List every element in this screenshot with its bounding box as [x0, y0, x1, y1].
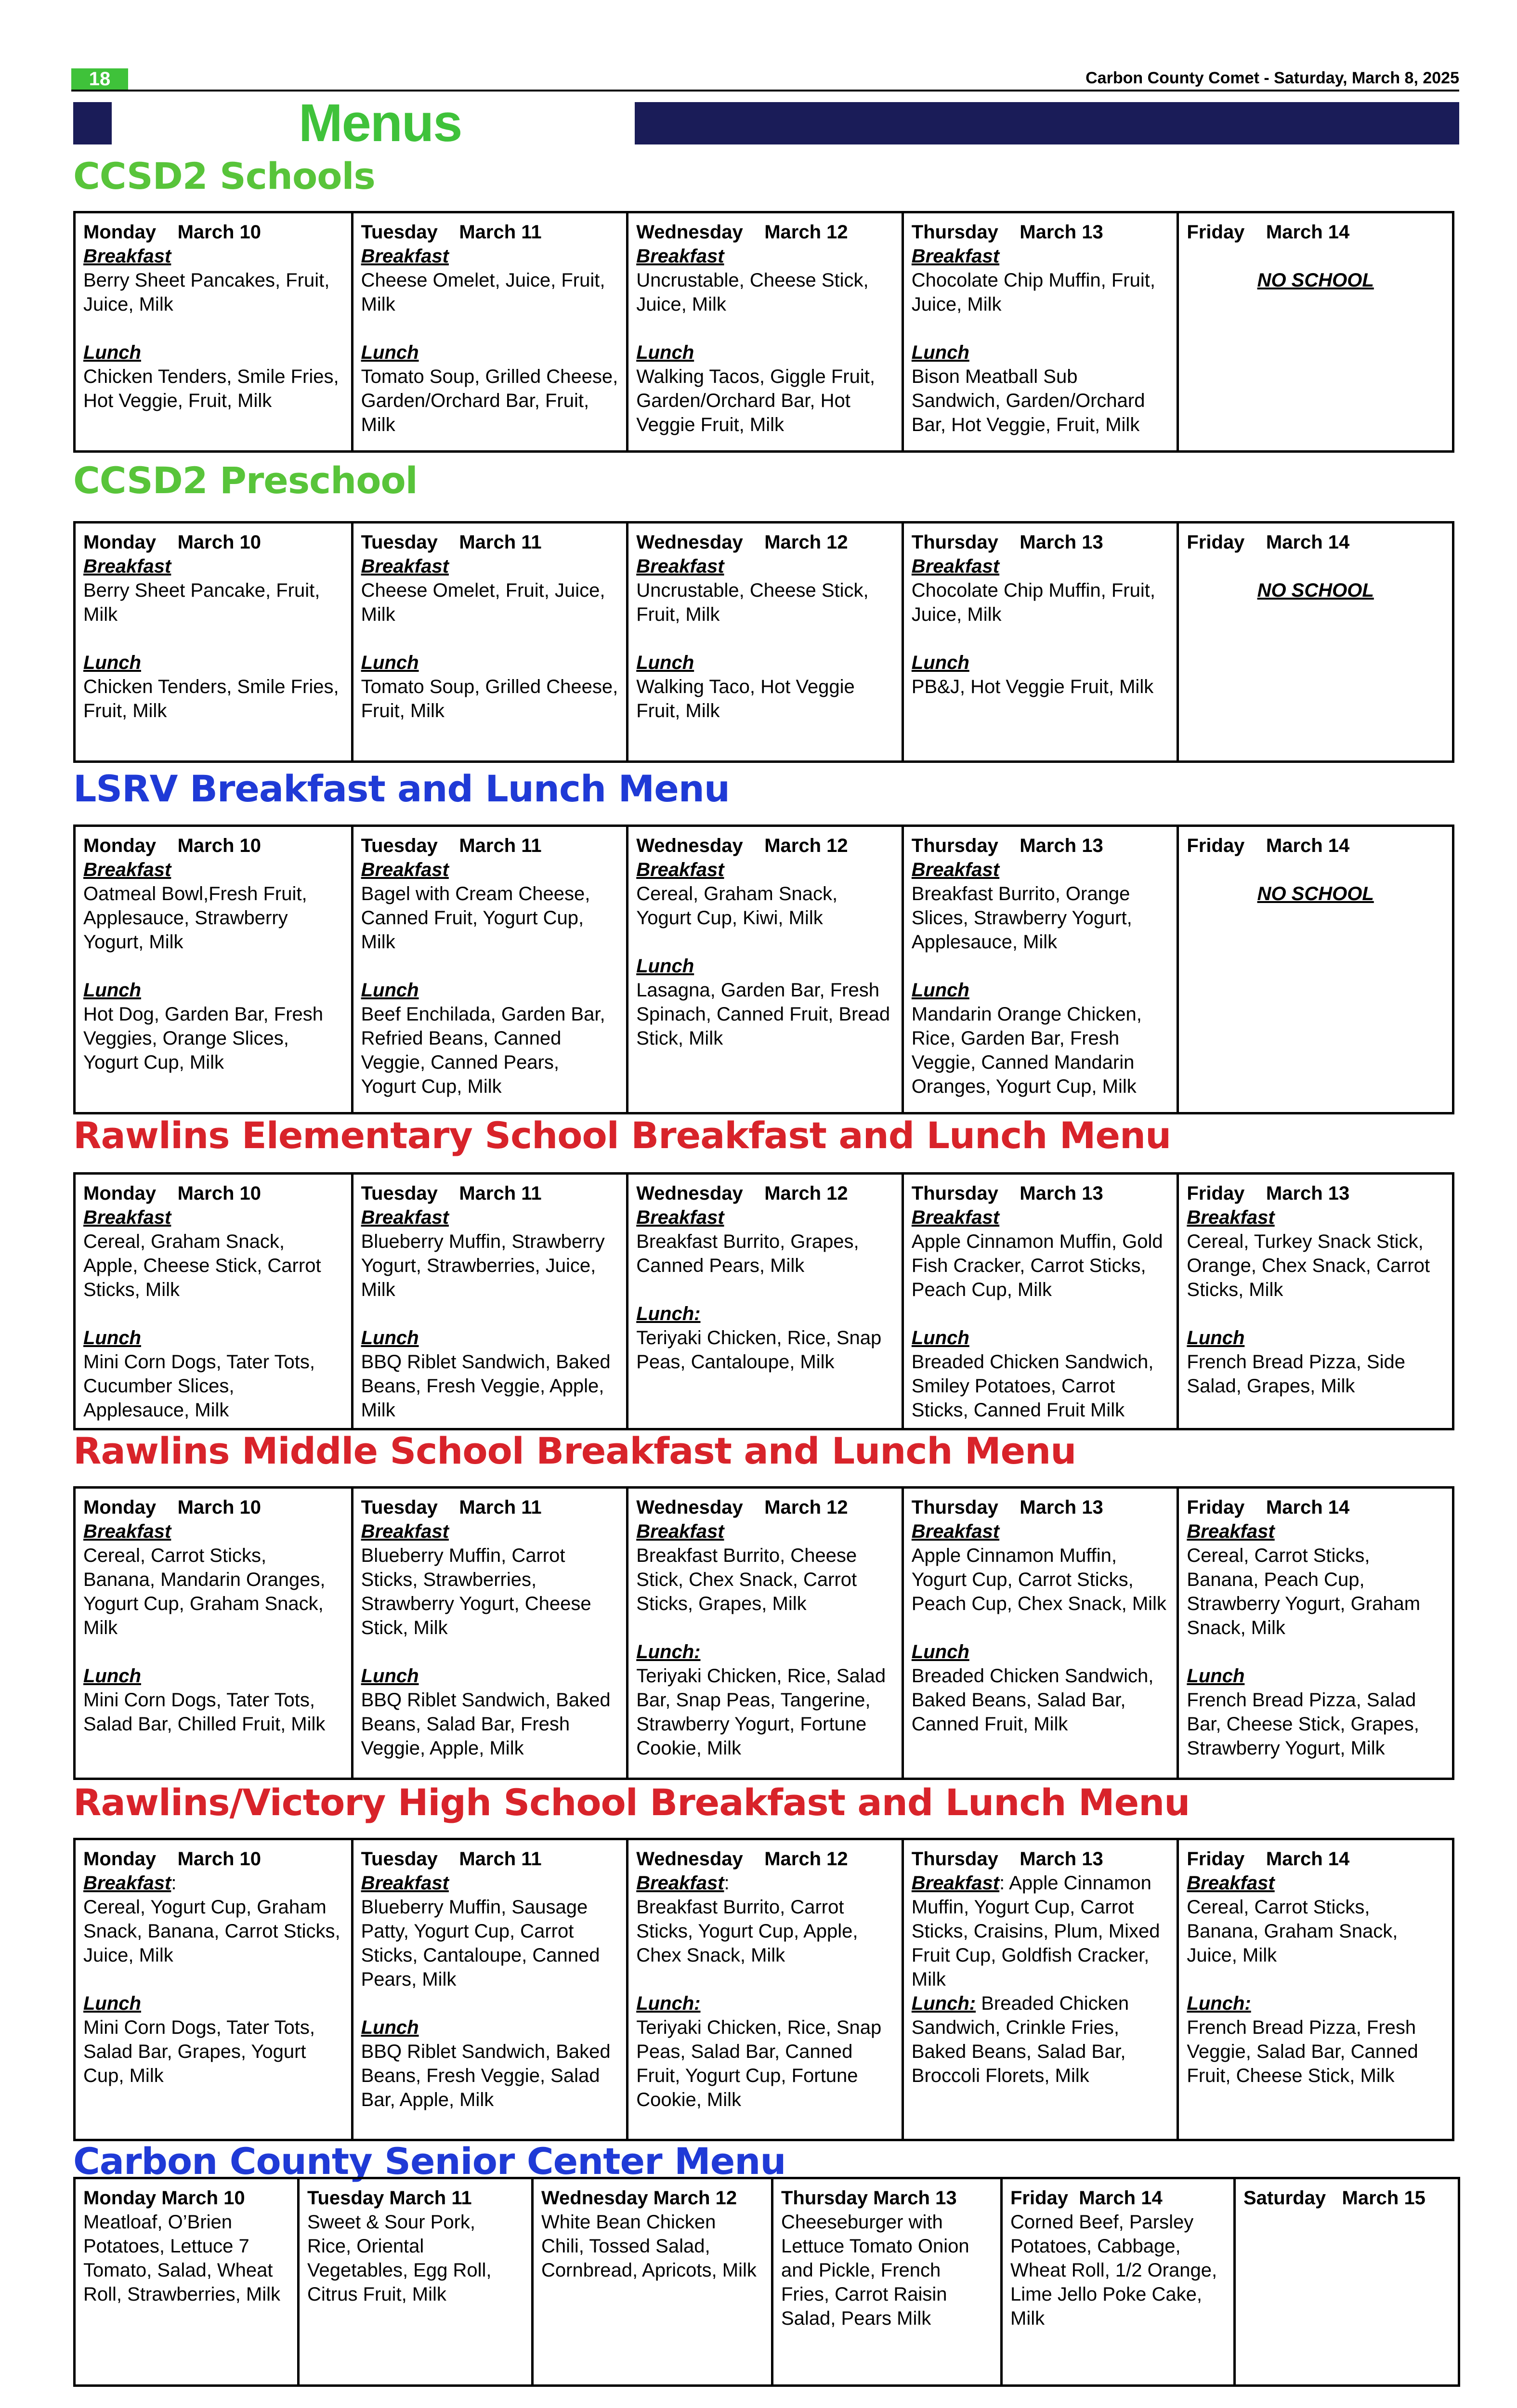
breakfast-label: Breakfast [636, 556, 724, 577]
day-cell [1177, 1489, 1452, 1778]
header-bar-right [635, 102, 1459, 144]
lunch-label: Lunch: [636, 1993, 701, 2014]
breakfast-label: Breakfast [1187, 1872, 1275, 1894]
day-cell [902, 1489, 1177, 1778]
breakfast-label: Breakfast [911, 1872, 1000, 1894]
lunch-label: Lunch [911, 652, 969, 673]
no-school-label: NO SCHOOL [1257, 883, 1374, 904]
breakfast-label-line [912, 244, 1169, 268]
no-school-label: NO SCHOOL [1257, 580, 1374, 601]
day-cell [1177, 827, 1452, 1112]
breakfast-label: Breakfast [636, 1207, 724, 1228]
publication-line: Carbon County Comet - Saturday, March 8, 2025 [1085, 69, 1459, 87]
lunch-label: Lunch [83, 1665, 141, 1687]
day-heading: Tuesday March 11 [307, 2187, 472, 2209]
day-cell [76, 213, 351, 450]
day-heading: Wednesday March 12 [636, 835, 848, 856]
lunch-label: Lunch [911, 1641, 969, 1662]
section-heading-ccsd2-preschool: CCSD2 Preschool [73, 459, 418, 502]
breakfast-label: Breakfast [361, 1521, 449, 1542]
lunch-label: Lunch [361, 342, 419, 363]
section-heading-ccsd2-schools: CCSD2 Schools [73, 155, 375, 197]
day-heading: Tuesday March 11 [361, 222, 542, 243]
breakfast-label-line [83, 554, 343, 578]
breakfast-items: Cheese Omelet, Fruit, Juice, Milk [361, 580, 605, 625]
breakfast-items: Bagel with Cream Cheese, Canned Fruit, Yogurt Cup, Milk [361, 883, 590, 953]
lunch-items: Chicken Tenders, Smile Fries, Fruit, Milk [83, 676, 339, 721]
breakfast-items: Oatmeal Bowl,Fresh Fruit, Applesauce, Strawberry Yogurt, Milk [83, 883, 307, 953]
lunch-items: Chicken Tenders, Smile Fries, Hot Veggie, Fruit, Milk [83, 366, 339, 411]
day-heading: Friday March 13 [1187, 1183, 1350, 1204]
day-cell [902, 827, 1177, 1112]
breakfast-label: Breakfast [83, 1207, 171, 1228]
lunch-label: Lunch [83, 1993, 141, 2014]
lunch-items: BBQ Riblet Sandwich, Baked Beans, Fresh Veggie, Apple, Milk [361, 1351, 611, 1421]
section-spacer [1187, 1640, 1444, 1664]
breakfast-items: Chocolate Chip Muffin, Fruit, Juice, Milk [911, 270, 1155, 315]
lunch-items: Mandarin Orange Chicken, Rice, Garden Bar, Fresh Veggie, Canned Mandarin Oranges, Yogurt Cup, Milk [911, 1004, 1142, 1097]
lunch-items: Mini Corn Dogs, Tater Tots, Salad Bar, Chilled Fruit, Milk [83, 1689, 326, 1735]
lunch-label: Lunch [636, 342, 694, 363]
breakfast-label: Breakfast [911, 1521, 1000, 1542]
section-spacer [636, 627, 894, 651]
lunch-items: Breaded Chicken Sandwich, Smiley Potatoes, Carrot Sticks, Canned Fruit Milk [911, 1351, 1154, 1421]
menu-items: Meatloaf, O’Brien Potatoes, Lettuce 7 Tomato, Salad, Wheat Roll, Strawberries, Milk [83, 2212, 280, 2305]
breakfast-items: Apple Cinnamon Muffin, Gold Fish Cracker, Carrot Sticks, Peach Cup, Milk [911, 1231, 1163, 1300]
breakfast-items: Cheese Omelet, Juice, Fruit, Milk [361, 270, 605, 315]
day-cell [626, 827, 902, 1112]
section-spacer [912, 954, 1169, 978]
day-heading: Thursday March 13 [911, 1183, 1103, 1204]
lunch-label: Lunch [83, 652, 141, 673]
day-cell [351, 523, 627, 760]
day-heading: Friday March 14 [1010, 2187, 1163, 2209]
menu-table-rawlins-middle [73, 1486, 1454, 1780]
day-heading: Friday March 14 [1187, 532, 1350, 553]
lunch-label: Lunch: [1187, 1993, 1251, 2014]
day-heading: Friday March 14 [1187, 1497, 1350, 1518]
breakfast-label-line [83, 1205, 343, 1230]
lunch-items: Mini Corn Dogs, Tater Tots, Salad Bar, Grapes, Yogurt Cup, Milk [83, 2017, 315, 2086]
breakfast-items: Cereal, Carrot Sticks, Banana, Mandarin Oranges, Yogurt Cup, Graham Snack, Milk [83, 1545, 326, 1638]
breakfast-label: Breakfast [361, 1207, 449, 1228]
lunch-label: Lunch [911, 980, 969, 1001]
section-spacer [636, 1967, 894, 1991]
lunch-label: Lunch [911, 342, 969, 363]
breakfast-items: Blueberry Muffin, Strawberry Yogurt, Strawberries, Juice, Milk [361, 1231, 605, 1300]
lunch-label: Lunch [361, 2017, 419, 2038]
menu-items: Corned Beef, Parsley Potatoes, Cabbage, Wheat Roll, 1/2 Orange, Lime Jello Poke Cake, Milk [1010, 2212, 1217, 2329]
section-spacer [1187, 1302, 1444, 1326]
day-heading: Monday March 10 [83, 222, 261, 243]
lunch-label: Lunch [636, 955, 694, 977]
section-spacer [83, 627, 343, 651]
section-spacer [361, 316, 619, 340]
day-heading: Monday March 10 [83, 835, 261, 856]
breakfast-items: Breakfast Burrito, Grapes, Canned Pears, Milk [636, 1231, 859, 1276]
day-heading: Thursday March 13 [911, 222, 1103, 243]
lunch-items: PB&J, Hot Veggie Fruit, Milk [911, 676, 1154, 697]
breakfast-label-line [912, 554, 1169, 578]
menu-items: Sweet & Sour Pork, Rice, Oriental Vegetables, Egg Roll, Citrus Fruit, Milk [307, 2212, 492, 2305]
day-cell [76, 1840, 351, 2139]
page-title: Menus [299, 93, 462, 153]
breakfast-items: Cereal, Carrot Sticks, Banana, Graham Snack, Juice, Milk [1187, 1897, 1398, 1966]
breakfast-items: Blueberry Muffin, Carrot Sticks, Strawberries, Strawberry Yogurt, Cheese Stick, Milk [361, 1545, 591, 1638]
day-heading: Monday March 10 [83, 1497, 261, 1518]
section-heading-rawlins-elementary: Rawlins Elementary School Breakfast and Lunch Menu [73, 1114, 1171, 1157]
breakfast-label-line [83, 858, 343, 882]
lunch-label: Lunch [361, 1327, 419, 1348]
lunch-label: Lunch [911, 1327, 969, 1348]
lunch-label: Lunch [361, 652, 419, 673]
day-heading: Wednesday March 12 [636, 532, 848, 553]
breakfast-label-line [1187, 1519, 1444, 1544]
breakfast-items: Cereal, Yogurt Cup, Graham Snack, Banana, Carrot Sticks, Juice, Milk [83, 1897, 340, 1966]
day-heading: Wednesday March 12 [636, 222, 848, 243]
breakfast-label: Breakfast [361, 859, 449, 880]
breakfast-label: Breakfast [636, 246, 724, 267]
day-cell [626, 1175, 902, 1428]
day-cell [531, 2179, 771, 2384]
breakfast-label-line [361, 1519, 619, 1544]
lunch-items: Bison Meatball Sub Sandwich, Garden/Orchard Bar, Hot Veggie, Fruit, Milk [911, 366, 1145, 435]
lunch-label: Lunch [83, 1327, 141, 1348]
day-cell [1177, 1840, 1452, 2139]
day-cell [626, 1489, 902, 1778]
lunch-items: Teriyaki Chicken, Rice, Snap Peas, Salad Bar, Canned Fruit, Yogurt Cup, Fortune Cookie, Milk [636, 2017, 882, 2110]
breakfast-label-line [83, 1519, 343, 1544]
breakfast-label: Breakfast [1187, 1207, 1275, 1228]
day-cell [1177, 1175, 1452, 1428]
breakfast-label: Breakfast [361, 556, 449, 577]
day-heading: Wednesday March 12 [541, 2187, 737, 2209]
no-school-label: NO SCHOOL [1257, 270, 1374, 291]
breakfast-items: Cereal, Turkey Snack Stick, Orange, Chex Snack, Carrot Sticks, Milk [1187, 1231, 1430, 1300]
lunch-label: Lunch: [636, 1303, 701, 1324]
day-heading: Monday March 10 [83, 532, 261, 553]
breakfast-label: Breakfast [83, 246, 171, 267]
day-cell [76, 1489, 351, 1778]
section-heading-senior-center: Carbon County Senior Center Menu [73, 2140, 786, 2183]
breakfast-label-line [361, 1205, 619, 1230]
lunch-label: Lunch: [911, 1993, 976, 2014]
lunch-items: Teriyaki Chicken, Rice, Salad Bar, Snap Peas, Tangerine, Strawberry Yogurt, Fortune Cookie, Milk [636, 1665, 886, 1759]
breakfast-items: : Apple Cinnamon Muffin, Yogurt Cup, Carrot Sticks, Craisins, Plum, Mixed Fruit Cup, Goldfish Cracker, Milk [911, 1872, 1160, 1990]
breakfast-label: Breakfast [83, 859, 171, 880]
day-heading: Friday March 14 [1187, 222, 1350, 243]
section-spacer [361, 1302, 619, 1326]
day-heading: Thursday March 13 [911, 1497, 1103, 1518]
section-spacer [361, 627, 619, 651]
day-cell [626, 523, 902, 760]
menu-table-lsrv [73, 824, 1454, 1114]
menu-table-rawlins-victory-high [73, 1838, 1454, 2141]
lunch-label: Lunch [1187, 1665, 1245, 1687]
breakfast-items: Apple Cinnamon Muffin, Yogurt Cup, Carrot Sticks, Peach Cup, Chex Snack, Milk [911, 1545, 1166, 1614]
breakfast-label: Breakfast [911, 246, 1000, 267]
lunch-items: Mini Corn Dogs, Tater Tots, Cucumber Slices, Applesauce, Milk [83, 1351, 315, 1421]
section-spacer [83, 1640, 343, 1664]
breakfast-items: Berry Sheet Pancake, Fruit, Milk [83, 580, 320, 625]
breakfast-items: Uncrustable, Cheese Stick, Fruit, Milk [636, 580, 869, 625]
breakfast-label: Breakfast [911, 556, 1000, 577]
breakfast-items: Uncrustable, Cheese Stick, Juice, Milk [636, 270, 869, 315]
section-heading-lsrv: LSRV Breakfast and Lunch Menu [73, 767, 730, 810]
day-heading: Tuesday March 11 [361, 1848, 542, 1870]
day-heading: Monday March 10 [83, 1183, 261, 1204]
breakfast-items: Cereal, Carrot Sticks, Banana, Peach Cup, Strawberry Yogurt, Graham Snack, Milk [1187, 1545, 1421, 1638]
lunch-items: Walking Taco, Hot Veggie Fruit, Milk [636, 676, 855, 721]
menu-table-ccsd2-schools [73, 211, 1454, 453]
lunch-items: Beef Enchilada, Garden Bar, Refried Beans, Canned Veggie, Canned Pears, Yogurt Cup, Milk [361, 1004, 605, 1097]
breakfast-label-line [1187, 1205, 1444, 1230]
breakfast-label: Breakfast [83, 556, 171, 577]
breakfast-label-line [361, 244, 619, 268]
day-heading: Thursday March 13 [911, 1848, 1103, 1870]
day-heading: Tuesday March 11 [361, 532, 542, 553]
day-heading: Thursday March 13 [911, 532, 1103, 553]
page-number: 18 [71, 68, 128, 90]
breakfast-text [912, 1871, 1169, 1991]
day-heading: Wednesday March 12 [636, 1183, 848, 1204]
lunch-items: French Bread Pizza, Salad Bar, Cheese Stick, Grapes, Strawberry Yogurt, Milk [1187, 1689, 1419, 1759]
breakfast-label: Breakfast [83, 1521, 171, 1542]
day-cell [351, 1840, 627, 2139]
day-cell [76, 523, 351, 760]
section-spacer [912, 316, 1169, 340]
menu-table-ccsd2-preschool [73, 521, 1454, 763]
day-cell [902, 1175, 1177, 1428]
day-cell [351, 1175, 627, 1428]
section-spacer [83, 316, 343, 340]
breakfast-label-line [361, 554, 619, 578]
breakfast-items: Cereal, Graham Snack, Apple, Cheese Stick, Carrot Sticks, Milk [83, 1231, 321, 1300]
lunch-items: BBQ Riblet Sandwich, Baked Beans, Fresh Veggie, Salad Bar, Apple, Milk [361, 2041, 611, 2110]
section-spacer [1187, 1967, 1444, 1991]
day-cell [1233, 2179, 1458, 2384]
breakfast-items: Cereal, Graham Snack, Yogurt Cup, Kiwi, Milk [636, 883, 838, 929]
breakfast-label-line [83, 244, 343, 268]
header-bar-left [73, 102, 112, 144]
breakfast-label-line [912, 1519, 1169, 1544]
day-cell [351, 1489, 627, 1778]
day-heading: Tuesday March 11 [361, 835, 542, 856]
breakfast-label-line [636, 244, 894, 268]
breakfast-label-line [361, 1871, 619, 1895]
section-spacer [912, 1616, 1169, 1640]
breakfast-label: Breakfast [361, 1872, 449, 1894]
lunch-items: French Bread Pizza, Fresh Veggie, Salad Bar, Canned Fruit, Cheese Stick, Milk [1187, 2017, 1418, 2086]
day-cell [902, 213, 1177, 450]
day-cell [351, 827, 627, 1112]
day-heading: Friday March 14 [1187, 1848, 1350, 1870]
breakfast-label: Breakfast [911, 859, 1000, 880]
lunch-label: Lunch [361, 980, 419, 1001]
breakfast-label: Breakfast [1187, 1521, 1275, 1542]
day-cell [76, 827, 351, 1112]
breakfast-label: Breakfast [636, 859, 724, 880]
breakfast-label-line [636, 858, 894, 882]
menu-table-rawlins-elementary [73, 1172, 1454, 1430]
section-spacer [912, 1302, 1169, 1326]
breakfast-label-line [912, 1205, 1169, 1230]
lunch-items: BBQ Riblet Sandwich, Baked Beans, Salad Bar, Fresh Veggie, Apple, Milk [361, 1689, 611, 1759]
day-cell [297, 2179, 531, 2384]
day-heading: Monday March 10 [83, 1848, 261, 1870]
lunch-items: Breaded Chicken Sandwich, Crinkle Fries, Baked Beans, Salad Bar, Broccoli Florets, Milk [911, 1993, 1129, 2086]
breakfast-items: Chocolate Chip Muffin, Fruit, Juice, Milk [911, 580, 1155, 625]
breakfast-label-line [636, 1871, 894, 1895]
menu-items: Cheeseburger with Lettuce Tomato Onion and Pickle, French Fries, Carrot Raisin Salad, Pears Milk [781, 2212, 969, 2329]
breakfast-label: Breakfast [636, 1521, 724, 1542]
menu-items: White Bean Chicken Chili, Tossed Salad, Cornbread, Apricots, Milk [541, 2212, 757, 2281]
breakfast-items: Blueberry Muffin, Sausage Patty, Yogurt Cup, Carrot Sticks, Cantaloupe, Canned Pears, Milk [361, 1897, 600, 1990]
day-heading: Thursday March 13 [781, 2187, 957, 2209]
breakfast-label-line [361, 858, 619, 882]
section-spacer [361, 1991, 619, 2015]
breakfast-label: Breakfast [636, 1872, 724, 1894]
day-cell [771, 2179, 1000, 2384]
section-spacer [83, 1302, 343, 1326]
section-spacer [636, 930, 894, 954]
header-rule [71, 90, 1459, 92]
section-spacer [361, 954, 619, 978]
breakfast-label-line [83, 1871, 343, 1895]
lunch-items: Tomato Soup, Grilled Cheese, Garden/Orchard Bar, Fruit, Milk [361, 366, 618, 435]
lunch-items: Lasagna, Garden Bar, Fresh Spinach, Canned Fruit, Bread Stick, Milk [636, 980, 890, 1049]
breakfast-items: Breakfast Burrito, Orange Slices, Strawberry Yogurt, Applesauce, Milk [911, 883, 1132, 953]
section-spacer [361, 1640, 619, 1664]
day-cell [1177, 213, 1452, 450]
section-spacer [636, 1278, 894, 1302]
breakfast-items: Breakfast Burrito, Carrot Sticks, Yogurt Cup, Apple, Chex Snack, Milk [636, 1897, 858, 1966]
day-cell [1000, 2179, 1233, 2384]
breakfast-label: Breakfast [911, 1207, 1000, 1228]
breakfast-items: Berry Sheet Pancakes, Fruit, Juice, Milk [83, 270, 330, 315]
day-cell [76, 2179, 297, 2384]
lunch-label: Lunch [83, 342, 141, 363]
breakfast-label-line [636, 554, 894, 578]
day-cell [626, 213, 902, 450]
day-heading: Tuesday March 11 [361, 1497, 542, 1518]
day-cell [351, 213, 627, 450]
lunch-items: Teriyaki Chicken, Rice, Snap Peas, Cantaloupe, Milk [636, 1327, 882, 1373]
lunch-label: Lunch [636, 652, 694, 673]
breakfast-label-line [1187, 1871, 1444, 1895]
lunch-items: French Bread Pizza, Side Salad, Grapes, Milk [1187, 1351, 1405, 1397]
section-spacer [636, 316, 894, 340]
day-cell [1177, 523, 1452, 760]
breakfast-label-colon: : [171, 1872, 177, 1894]
day-cell [902, 523, 1177, 760]
breakfast-label: Breakfast [83, 1872, 171, 1894]
lunch-label: Lunch [361, 1665, 419, 1687]
breakfast-label: Breakfast [361, 246, 449, 267]
lunch-label: Lunch: [636, 1641, 701, 1662]
day-heading: Thursday March 13 [911, 835, 1103, 856]
lunch-items: Hot Dog, Garden Bar, Fresh Veggies, Orange Slices, Yogurt Cup, Milk [83, 1004, 324, 1073]
breakfast-label-colon: : [724, 1872, 730, 1894]
day-heading: Tuesday March 11 [361, 1183, 542, 1204]
section-spacer [636, 1616, 894, 1640]
day-heading: Saturday March 15 [1243, 2187, 1425, 2209]
day-cell [76, 1175, 351, 1428]
section-heading-rawlins-victory-high: Rawlins/Victory High School Breakfast and Lunch Menu [73, 1781, 1190, 1824]
breakfast-label-line [636, 1519, 894, 1544]
day-cell [902, 1840, 1177, 2139]
section-heading-rawlins-middle: Rawlins Middle School Breakfast and Lunch Menu [73, 1429, 1076, 1472]
lunch-items: Tomato Soup, Grilled Cheese, Fruit, Milk [361, 676, 618, 721]
lunch-items: Breaded Chicken Sandwich, Baked Beans, Salad Bar, Canned Fruit, Milk [911, 1665, 1154, 1735]
day-heading: Wednesday March 12 [636, 1497, 848, 1518]
day-cell [626, 1840, 902, 2139]
lunch-text [912, 1991, 1169, 2088]
breakfast-label-line [636, 1205, 894, 1230]
breakfast-label-line [912, 858, 1169, 882]
lunch-label: Lunch [83, 980, 141, 1001]
section-spacer [912, 627, 1169, 651]
day-heading: Monday March 10 [83, 2187, 245, 2209]
menu-table-senior-center [73, 2177, 1460, 2387]
section-spacer [83, 1967, 343, 1991]
breakfast-items: Breakfast Burrito, Cheese Stick, Chex Snack, Carrot Sticks, Grapes, Milk [636, 1545, 857, 1614]
lunch-items: Walking Tacos, Giggle Fruit, Garden/Orchard Bar, Hot Veggie Fruit, Milk [636, 366, 875, 435]
day-heading: Wednesday March 12 [636, 1848, 848, 1870]
section-spacer [83, 954, 343, 978]
lunch-label: Lunch [1187, 1327, 1245, 1348]
day-heading: Friday March 14 [1187, 835, 1350, 856]
